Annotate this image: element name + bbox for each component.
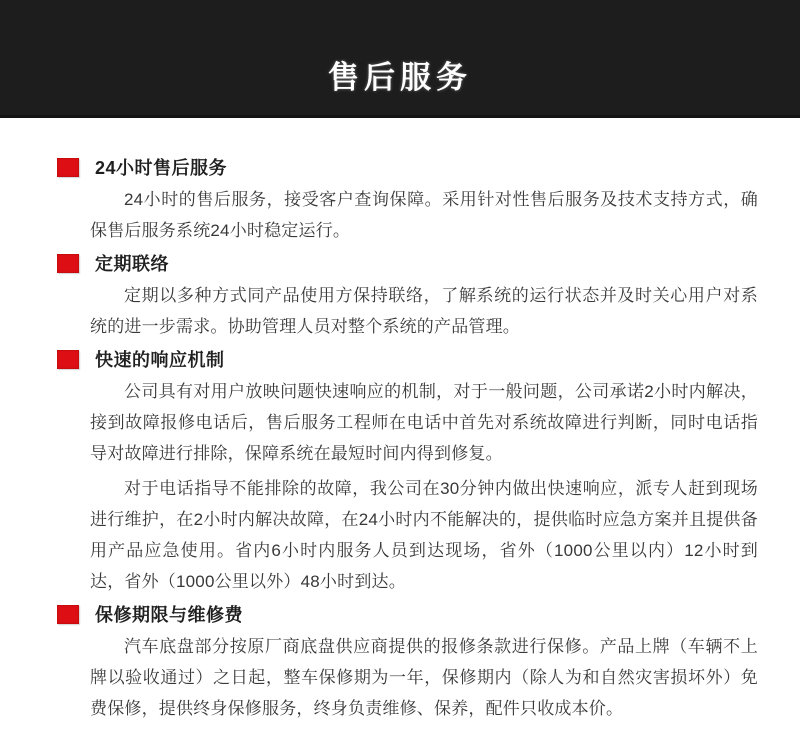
red-square-bullet-icon xyxy=(57,158,79,177)
section-heading: 24小时售后服务 xyxy=(95,158,228,178)
section-heading-row xyxy=(57,346,758,372)
section-paragraph: 24小时的售后服务，接受客户查询保障。采用针对性售后服务及技术支持方式，确保售后服务系统24小时稳定运行。 xyxy=(90,190,758,240)
content-area xyxy=(0,118,800,724)
section-regular-contact xyxy=(57,250,758,342)
section-paragraph: 汽车底盘部分按原厂商底盘供应商提供的报修条款进行保修。产品上牌（车辆不上牌以验收通过）之日起，整车保修期为一年，保修期内（除人为和自然灾害损坏外）免费保修，提供终身保修服务，终身负责维修、保养，配件只收成本价。 xyxy=(90,637,758,718)
section-paragraph: 对于电话指导不能排除的故障，我公司在30分钟内做出快速响应，派专人赶到现场进行维护，在2小时内解决故障，在24小时内不能解决的，提供临时应急方案并且提供备用产品应急使用。省内6小时内服务人员到达现场，省外（1000公里以内）12小时到达，省外（1000公里以外）48小时到达。 xyxy=(90,479,758,591)
page-title: 售后服务 xyxy=(328,60,472,95)
section-paragraph: 定期以多种方式同产品使用方保持联络，了解系统的运行状态并及时关心用户对系统的进一步需求。协助管理人员对整个系统的产品管理。 xyxy=(90,286,758,336)
section-heading-row xyxy=(57,154,758,180)
red-square-bullet-icon xyxy=(57,605,79,624)
section-warranty xyxy=(57,601,758,724)
section-heading: 快速的响应机制 xyxy=(95,350,225,370)
section-rapid-response xyxy=(57,346,758,597)
section-paragraph: 公司具有对用户放映问题快速响应的机制，对于一般问题，公司承诺2小时内解决，接到故障报修电话后，售后服务工程师在电话中首先对系统故障进行判断，同时电话指导对故障进行排除，保障系统在最短时间内得到修复。 xyxy=(90,382,758,463)
red-square-bullet-icon xyxy=(57,254,79,273)
section-heading: 定期联络 xyxy=(95,254,169,274)
red-square-bullet-icon xyxy=(57,350,79,369)
section-heading: 保修期限与维修费 xyxy=(95,605,243,625)
header-banner xyxy=(0,0,800,118)
section-heading-row xyxy=(57,601,758,627)
section-24h-service xyxy=(57,154,758,246)
section-heading-row xyxy=(57,250,758,276)
